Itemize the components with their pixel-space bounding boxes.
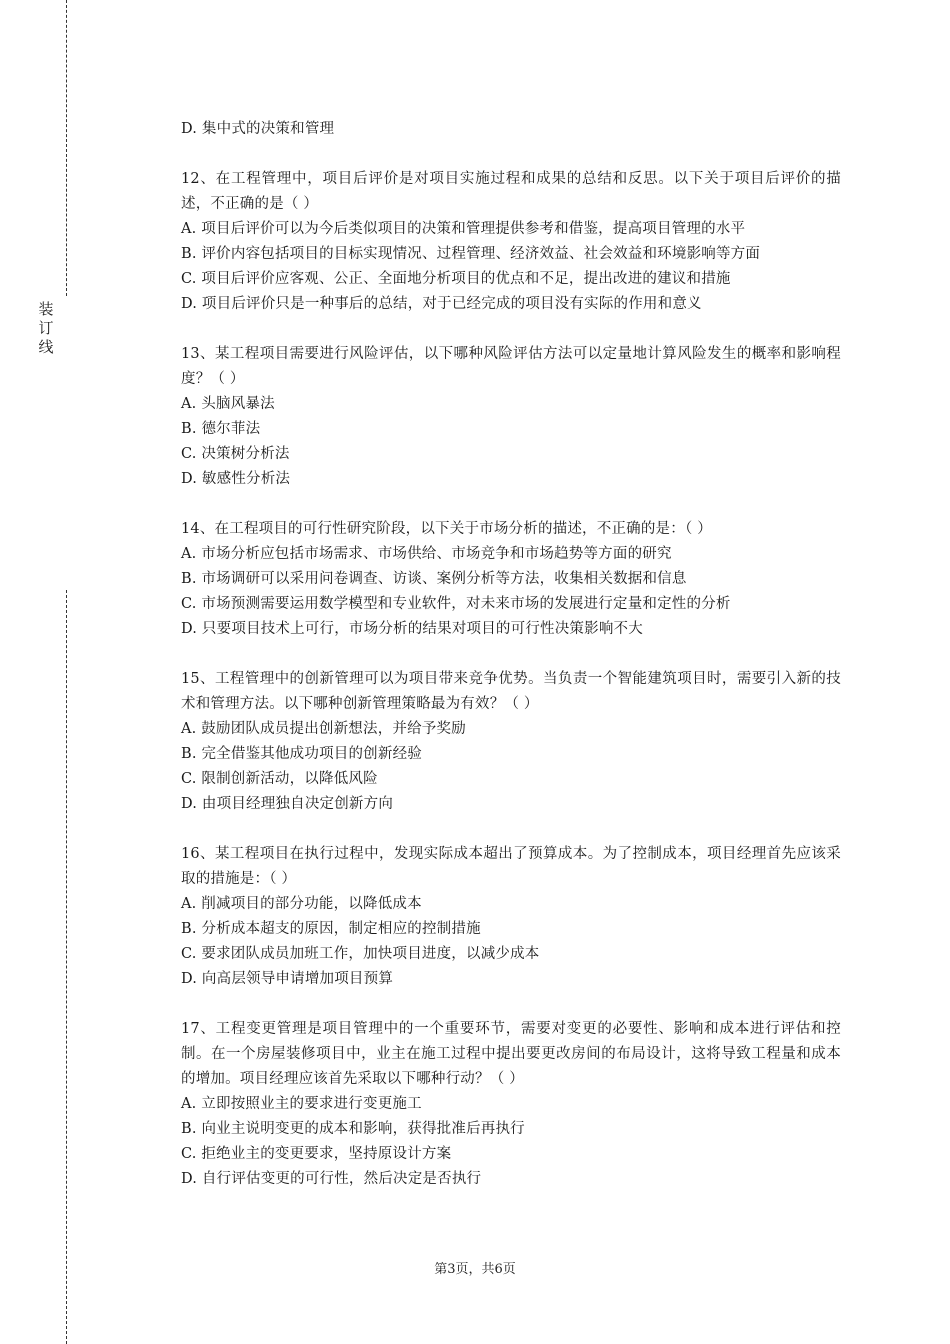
- question-stem: 12、在工程管理中，项目后评价是对项目实施过程和成果的总结和反思。以下关于项目后评价的描述，不正确的是（ ）: [181, 171, 841, 212]
- option-b: B. 分析成本超支的原因，制定相应的控制措施: [181, 921, 481, 937]
- binding-line-label: [36, 300, 56, 357]
- option-c: C. 项目后评价应客观、公正、全面地分析项目的优点和不足，提出改进的建议和措施: [181, 271, 731, 287]
- option-c: C. 要求团队成员加班工作，加快项目进度，以减少成本: [181, 946, 540, 962]
- binding-char: 装: [38, 300, 54, 318]
- option-a: A. 削减项目的部分功能，以降低成本: [181, 896, 422, 912]
- option-c: C. 市场预测需要运用数学模型和专业软件，对未来市场的发展进行定量和定性的分析: [181, 596, 731, 612]
- option-b: B. 完全借鉴其他成功项目的创新经验: [181, 746, 422, 762]
- question-15: [181, 667, 841, 817]
- binding-dashed-line-bottom: [66, 590, 67, 1344]
- option-a: A. 鼓励团队成员提出创新想法，并给予奖励: [181, 721, 466, 737]
- option-d: D. 只要项目技术上可行，市场分析的结果对项目的可行性决策影响不大: [181, 621, 643, 637]
- option-d: D. 项目后评价只是一种事后的总结，对于已经完成的项目没有实际的作用和意义: [181, 296, 702, 312]
- option-a: A. 立即按照业主的要求进行变更施工: [181, 1096, 422, 1112]
- question-12: [181, 167, 841, 317]
- question-stem: 15、工程管理中的创新管理可以为项目带来竞争优势。当负责一个智能建筑项目时，需要引入新的技术和管理方法。以下哪种创新管理策略最为有效？（ ）: [181, 671, 841, 712]
- leading-option: D. 集中式的决策和管理: [181, 121, 335, 137]
- binding-char: 线: [38, 338, 54, 356]
- option-d: D. 自行评估变更的可行性，然后决定是否执行: [181, 1171, 482, 1187]
- option-a: A. 头脑风暴法: [181, 396, 275, 412]
- question-13: [181, 342, 841, 492]
- option-d: D. 由项目经理独自决定创新方向: [181, 796, 394, 812]
- question-stem: 16、某工程项目在执行过程中，发现实际成本超出了预算成本。为了控制成本，项目经理首先应该采取的措施是：（ ）: [181, 846, 841, 887]
- option-c: C. 拒绝业主的变更要求，坚持原设计方案: [181, 1146, 452, 1162]
- option-b: B. 向业主说明变更的成本和影响，获得批准后再执行: [181, 1121, 525, 1137]
- option-d: D. 向高层领导申请增加项目预算: [181, 971, 394, 987]
- question-content: [181, 117, 841, 1192]
- binding-dashed-line-top: [66, 0, 67, 296]
- binding-char: 订: [38, 319, 54, 337]
- option-a: A. 项目后评价可以为今后类似项目的决策和管理提供参考和借鉴，提高项目管理的水平: [181, 221, 746, 237]
- option-c: C. 决策树分析法: [181, 446, 290, 462]
- option-b: B. 评价内容包括项目的目标实现情况、过程管理、经济效益、社会效益和环境影响等方面: [181, 246, 761, 262]
- question-17: [181, 1017, 841, 1192]
- question-stem: 14、在工程项目的可行性研究阶段，以下关于市场分析的描述，不正确的是：（ ）: [181, 521, 712, 537]
- option-b: B. 市场调研可以采用问卷调查、访谈、案例分析等方法，收集相关数据和信息: [181, 571, 687, 587]
- question-stem: 17、工程变更管理是项目管理中的一个重要环节，需要对变更的必要性、影响和成本进行评估和控制。在一个房屋装修项目中，业主在施工过程中提出要更改房间的布局设计，这将导致工程量和成本的增加。项目经理应该首先采取以下哪种行动？（ ）: [181, 1021, 841, 1087]
- page-number: 第3页，共6页: [434, 1262, 516, 1277]
- option-a: A. 市场分析应包括市场需求、市场供给、市场竞争和市场趋势等方面的研究: [181, 546, 672, 562]
- option-c: C. 限制创新活动，以降低风险: [181, 771, 378, 787]
- question-16: [181, 842, 841, 992]
- option-b: B. 德尔菲法: [181, 421, 261, 437]
- question-14: [181, 517, 841, 642]
- question-stem: 13、某工程项目需要进行风险评估，以下哪种风险评估方法可以定量地计算风险发生的概率和影响程度？（ ）: [181, 346, 841, 387]
- option-d: D. 敏感性分析法: [181, 471, 291, 487]
